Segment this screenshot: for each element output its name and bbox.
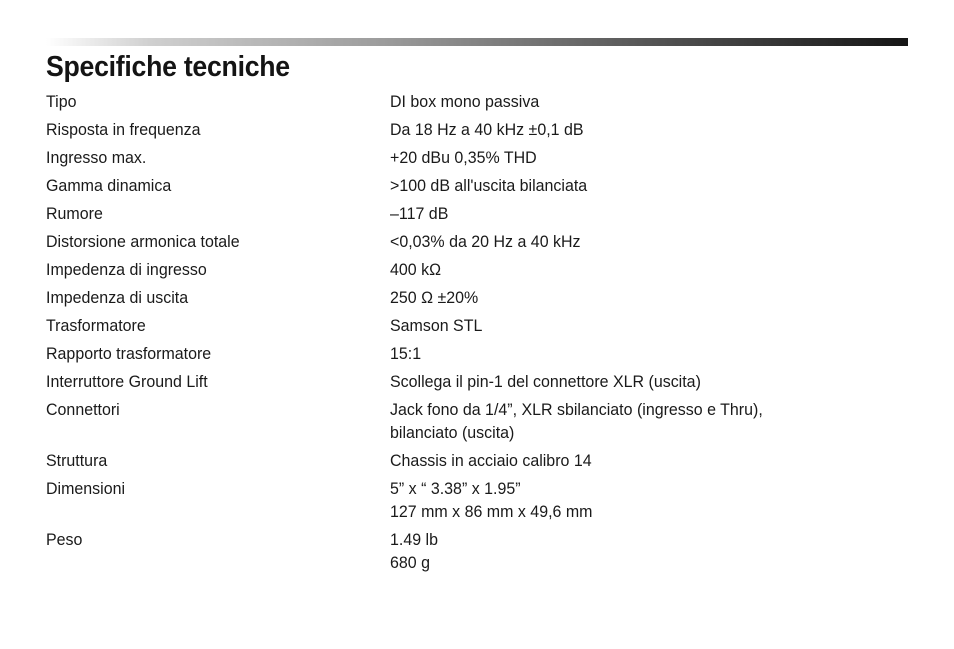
spec-value-line: Samson STL (390, 316, 483, 335)
spec-value (390, 342, 875, 365)
spec-label: Gamma dinamica (46, 176, 172, 195)
spec-label: Rapporto trasformatore (46, 344, 212, 363)
spec-value-line: 127 mm x 86 mm x 49,6 mm (390, 502, 593, 521)
header-gradient-rule (46, 38, 908, 46)
spec-value-line: Chassis in acciaio calibro 14 (390, 451, 592, 470)
spec-value-line: 1.49 lb (390, 530, 438, 549)
spec-label: Peso (46, 530, 83, 549)
spec-label: Rumore (46, 204, 103, 223)
spec-label: Tipo (46, 92, 77, 111)
spec-label: Risposta in frequenza (46, 120, 201, 139)
spec-row (46, 286, 906, 309)
spec-label: Trasformatore (46, 316, 146, 335)
spec-row (46, 202, 906, 225)
spec-value-line: <0,03% da 20 Hz a 40 kHz (390, 232, 581, 251)
spec-value-line: 400 kΩ (390, 260, 442, 279)
spec-label: Impedenza di ingresso (46, 260, 207, 279)
spec-row (46, 258, 906, 281)
spec-value-line: 250 Ω ±20% (390, 288, 479, 307)
spec-row (46, 118, 906, 141)
spec-value (390, 477, 875, 523)
spec-value-line: Jack fono da 1/4”, XLR sbilanciato (ingresso e Thru), (390, 400, 763, 419)
spec-label: Connettori (46, 400, 120, 419)
spec-row (46, 174, 906, 197)
spec-row (46, 90, 906, 113)
spec-row (46, 398, 906, 444)
spec-row (46, 528, 906, 574)
spec-row (46, 477, 906, 523)
spec-value (390, 314, 875, 337)
spec-row (46, 314, 906, 337)
spec-value (390, 398, 875, 444)
spec-label: Distorsione armonica totale (46, 232, 240, 251)
spec-value (390, 449, 875, 472)
spec-value-line: +20 dBu 0,35% THD (390, 148, 537, 167)
spec-value (390, 174, 875, 197)
spec-value (390, 528, 875, 574)
spec-value-line: >100 dB all'uscita bilanciata (390, 176, 588, 195)
spec-row (46, 230, 906, 253)
spec-row (46, 342, 906, 365)
spec-value (390, 286, 875, 309)
spec-value-line: 680 g (390, 553, 430, 572)
spec-label: Interruttore Ground Lift (46, 372, 208, 391)
spec-value-line: –117 dB (390, 204, 449, 223)
spec-value (390, 90, 875, 113)
spec-value-line: Scollega il pin-1 del connettore XLR (uscita) (390, 372, 701, 391)
spec-label: Impedenza di uscita (46, 288, 189, 307)
spec-row (46, 370, 906, 393)
spec-table (46, 90, 906, 579)
spec-row (46, 449, 906, 472)
spec-label: Ingresso max. (46, 148, 147, 167)
spec-label: Struttura (46, 451, 108, 470)
spec-value-line: Da 18 Hz a 40 kHz ±0,1 dB (390, 120, 584, 139)
page-title: Specifiche tecniche (46, 51, 290, 83)
spec-row (46, 146, 906, 169)
spec-value-line: 5” x “ 3.38” x 1.95” (390, 479, 521, 498)
spec-value-line: bilanciato (uscita) (390, 423, 515, 442)
spec-label: Dimensioni (46, 479, 126, 498)
spec-value (390, 202, 875, 225)
spec-value (390, 146, 875, 169)
spec-value (390, 118, 875, 141)
spec-value (390, 258, 875, 281)
spec-value (390, 230, 875, 253)
spec-value-line: 15:1 (390, 344, 422, 363)
spec-value-line: DI box mono passiva (390, 92, 540, 111)
spec-value (390, 370, 875, 393)
